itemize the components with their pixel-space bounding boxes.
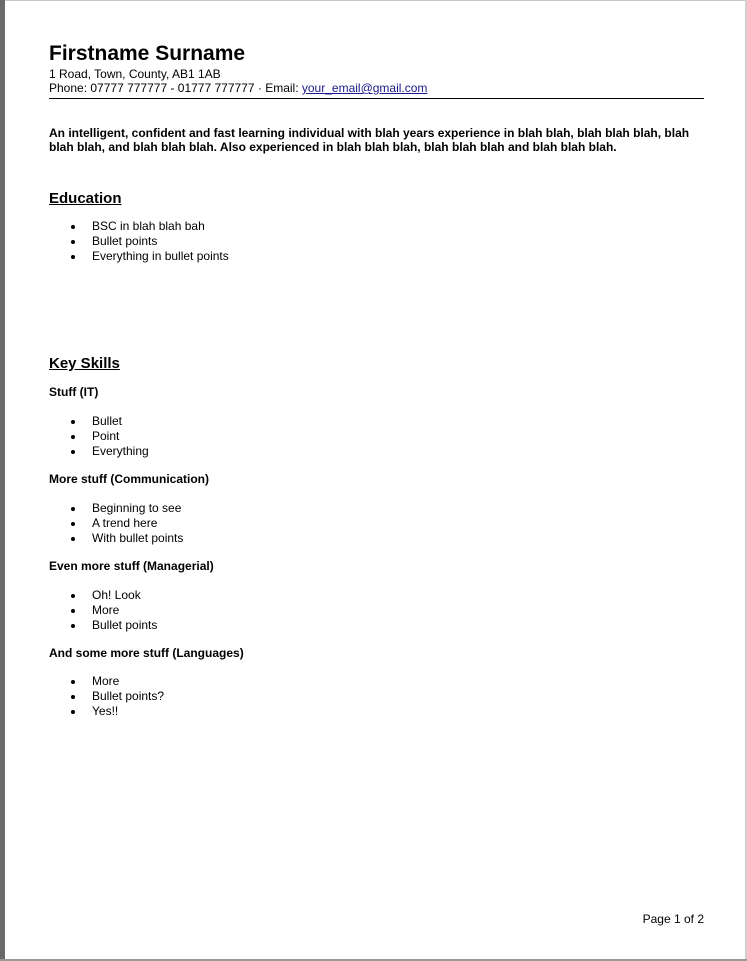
skills-group-list xyxy=(49,588,704,633)
list-item: Bullet points xyxy=(49,234,704,249)
cv-name: Firstname Surname xyxy=(49,42,246,65)
skills-group-title: Even more stuff (Managerial) xyxy=(49,559,214,573)
list-item: Beginning to see xyxy=(49,501,704,516)
cv-summary: An intelligent, confident and fast learning individual with blah years experience in blah blah, blah blah blah, blah blah blah, and blah blah blah. Also experienced in blah blah blah, blah blah blah and blah blah blah. xyxy=(49,126,690,154)
bullet-icon xyxy=(71,420,75,424)
bullet-icon xyxy=(71,680,75,684)
cv-phone-email-line xyxy=(49,81,704,95)
list-item: More xyxy=(49,603,704,618)
cv-page xyxy=(49,41,704,719)
bullet-icon xyxy=(71,522,75,526)
bullet-icon xyxy=(71,594,75,598)
list-item: With bullet points xyxy=(49,531,704,546)
bullet-icon xyxy=(71,507,75,511)
list-item: Everything xyxy=(49,444,704,459)
bullet-icon xyxy=(71,255,75,259)
bullet-icon xyxy=(71,240,75,244)
list-item: Bullet points? xyxy=(49,689,704,704)
skills-group-list xyxy=(49,501,704,546)
skills-group-list xyxy=(49,674,704,719)
header-divider xyxy=(49,98,704,99)
list-item: Bullet xyxy=(49,414,704,429)
list-item: More xyxy=(49,674,704,689)
list-item: BSC in blah blah bah xyxy=(49,219,704,234)
education-list xyxy=(49,219,704,264)
cv-email-link[interactable]: your_email@gmail.com xyxy=(301,81,428,95)
list-item: Everything in bullet points xyxy=(49,249,704,264)
skills-group-title: Stuff (IT) xyxy=(49,385,99,399)
key-skills-heading: Key Skills xyxy=(49,355,120,372)
list-item: A trend here xyxy=(49,516,704,531)
viewer-top-border xyxy=(0,0,747,1)
bullet-icon xyxy=(71,537,75,541)
list-item: Yes!! xyxy=(49,704,704,719)
list-item: Point xyxy=(49,429,704,444)
bullet-icon xyxy=(71,450,75,454)
cv-address: 1 Road, Town, County, AB1 1AB xyxy=(49,67,221,81)
list-item: Bullet points xyxy=(49,618,704,633)
bullet-icon xyxy=(71,695,75,699)
page-number: Page 1 of 2 xyxy=(642,912,704,926)
list-item: Oh! Look xyxy=(49,588,704,603)
bullet-icon xyxy=(71,609,75,613)
education-heading: Education xyxy=(49,190,122,207)
cv-phone: Phone: 07777 777777 - 01777 777777 · Email: xyxy=(49,81,302,95)
viewer-left-scroll-edge xyxy=(0,0,5,961)
bullet-icon xyxy=(71,624,75,628)
bullet-icon xyxy=(71,225,75,229)
skills-group-title: And some more stuff (Languages) xyxy=(49,646,244,660)
bullet-icon xyxy=(71,710,75,714)
skills-group-list xyxy=(49,414,704,459)
bullet-icon xyxy=(71,435,75,439)
skills-group-title: More stuff (Communication) xyxy=(49,472,209,486)
